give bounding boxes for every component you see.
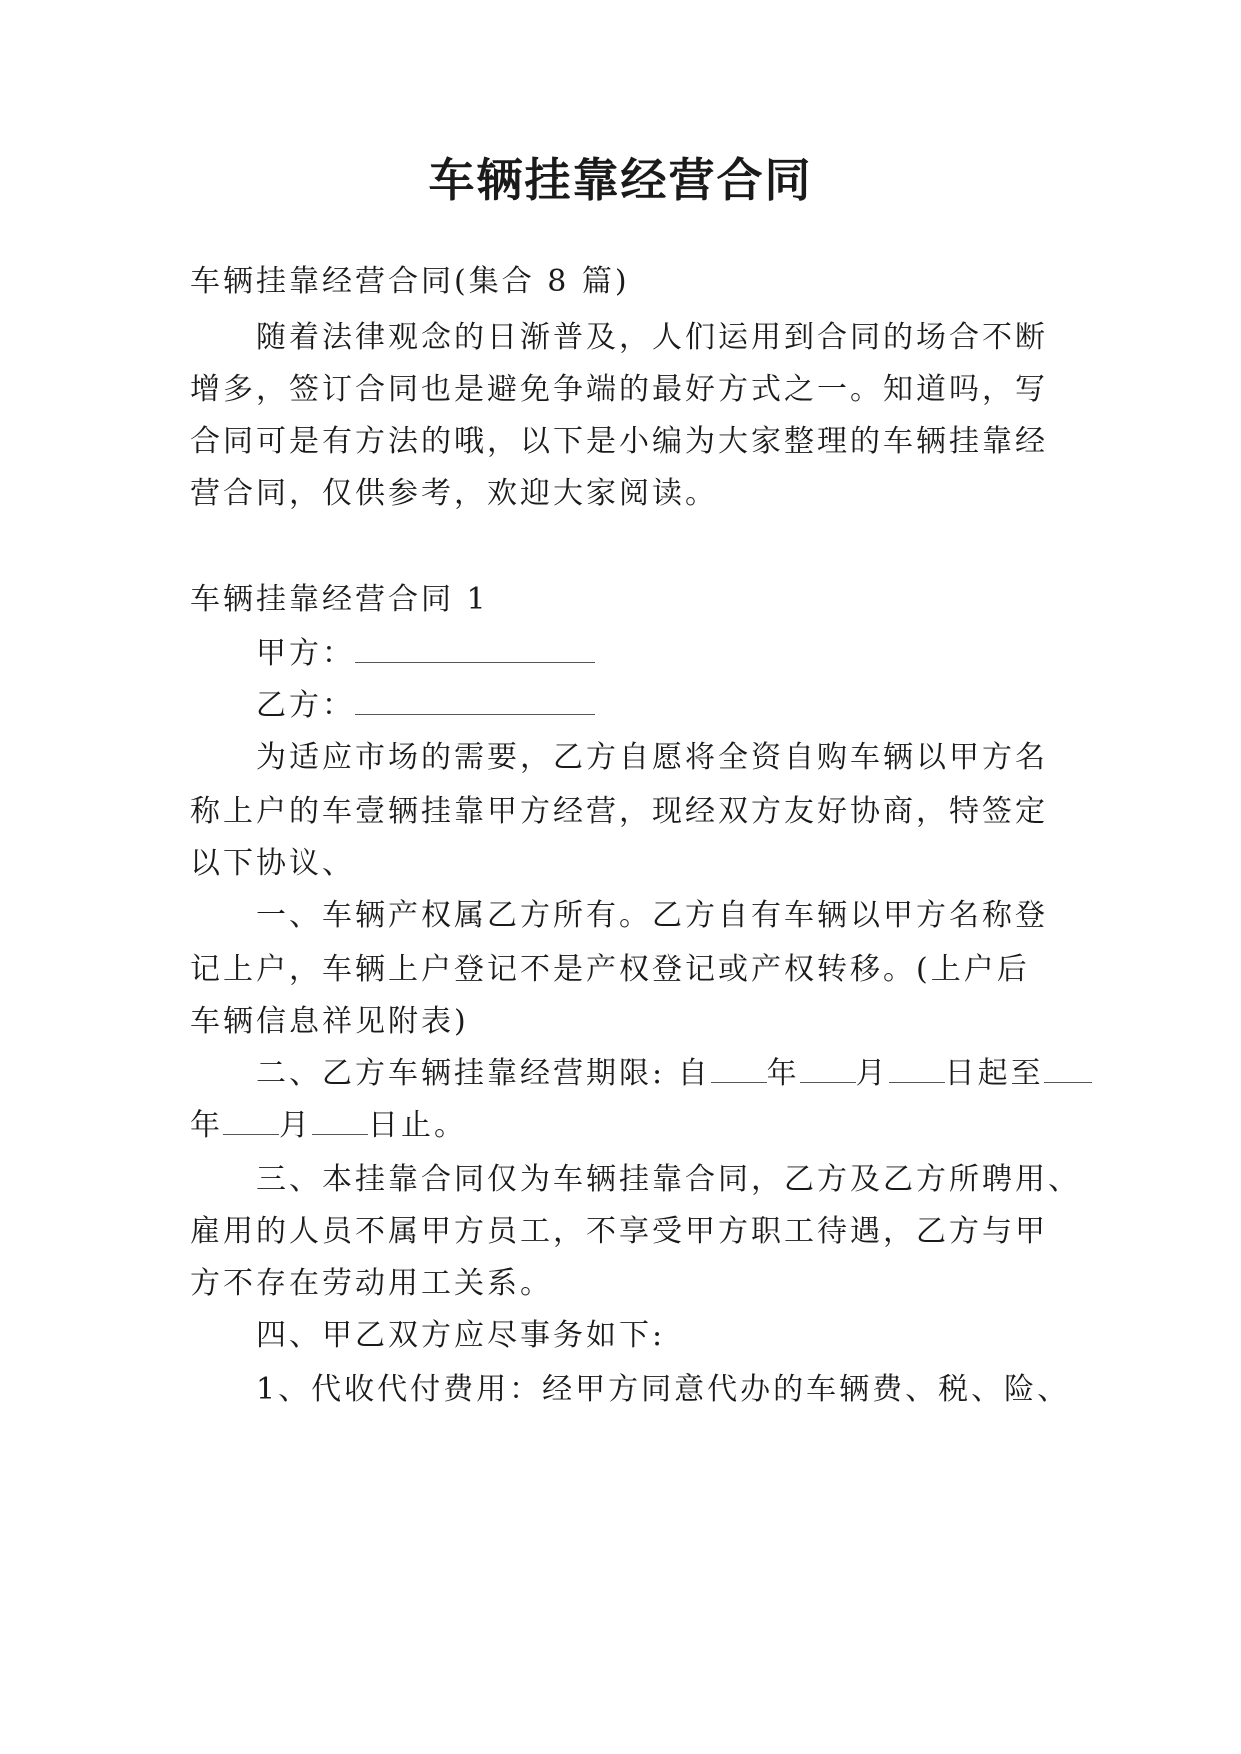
clause3-line-3: 方不存在劳动用工关系。 bbox=[190, 1266, 553, 1301]
clause1-line-2: 记上户，车辆上户登记不是产权登记或产权转移。(上户后 bbox=[190, 952, 1030, 987]
clause2-prefix: 二、乙方车辆挂靠经营期限: 自 bbox=[256, 1056, 711, 1091]
start-year-label: 年 bbox=[766, 1056, 800, 1091]
intro-line-4: 营合同，仅供参考，欢迎大家阅读。 bbox=[190, 476, 718, 511]
party-a-blank bbox=[355, 636, 595, 663]
party-a-line bbox=[256, 634, 595, 674]
end-year-label: 年 bbox=[190, 1108, 223, 1143]
section-heading: 车辆挂靠经营合同 1 bbox=[190, 582, 489, 617]
party-b-label: 乙方： bbox=[256, 688, 355, 723]
start-month-blank bbox=[800, 1056, 856, 1083]
clause3-line-2: 雇用的人员不属甲方员工，不享受甲方职工待遇，乙方与甲 bbox=[190, 1214, 1048, 1249]
end-year-blank-part1 bbox=[1044, 1056, 1092, 1083]
end-month-label: 月 bbox=[279, 1108, 312, 1143]
clause2-line-1 bbox=[256, 1054, 1092, 1094]
end-day-label: 日止。 bbox=[368, 1108, 467, 1143]
party-a-label: 甲方： bbox=[256, 636, 355, 671]
preamble-line-2: 称上户的车壹辆挂靠甲方经营，现经双方友好协商，特签定 bbox=[190, 794, 1048, 829]
party-b-line bbox=[256, 686, 595, 726]
document-subtitle: 车辆挂靠经营合同(集合 8 篇) bbox=[190, 264, 630, 299]
end-month-blank bbox=[223, 1108, 279, 1135]
clause1-line-1: 一、车辆产权属乙方所有。乙方自有车辆以甲方名称登 bbox=[256, 898, 1048, 933]
start-day-label: 日起至 bbox=[944, 1056, 1044, 1091]
start-year-blank bbox=[711, 1056, 767, 1083]
party-b-blank bbox=[355, 688, 595, 715]
clause3-line-1: 三、本挂靠合同仅为车辆挂靠合同，乙方及乙方所聘用、 bbox=[256, 1162, 1081, 1197]
clause4-item-1: 1、代收代付费用：经甲方同意代办的车辆费、税、险、 bbox=[256, 1372, 1071, 1407]
intro-line-2: 增多，签订合同也是避免争端的最好方式之一。知道吗，写 bbox=[190, 372, 1048, 407]
clause2-line-2 bbox=[190, 1106, 467, 1146]
start-day-blank bbox=[889, 1056, 945, 1083]
clause4-heading: 四、甲乙双方应尽事务如下: bbox=[256, 1318, 666, 1353]
intro-line-1: 随着法律观念的日渐普及，人们运用到合同的场合不断 bbox=[256, 320, 1048, 355]
preamble-line-3: 以下协议、 bbox=[190, 846, 355, 881]
intro-line-3: 合同可是有方法的哦，以下是小编为大家整理的车辆挂靠经 bbox=[190, 424, 1048, 459]
clause1-line-3: 车辆信息祥见附表) bbox=[190, 1004, 469, 1039]
document-title: 车辆挂靠经营合同 bbox=[428, 153, 813, 207]
preamble-line-1: 为适应市场的需要，乙方自愿将全资自购车辆以甲方名 bbox=[256, 740, 1048, 775]
start-month-label: 月 bbox=[855, 1056, 889, 1091]
end-day-blank bbox=[312, 1108, 368, 1135]
